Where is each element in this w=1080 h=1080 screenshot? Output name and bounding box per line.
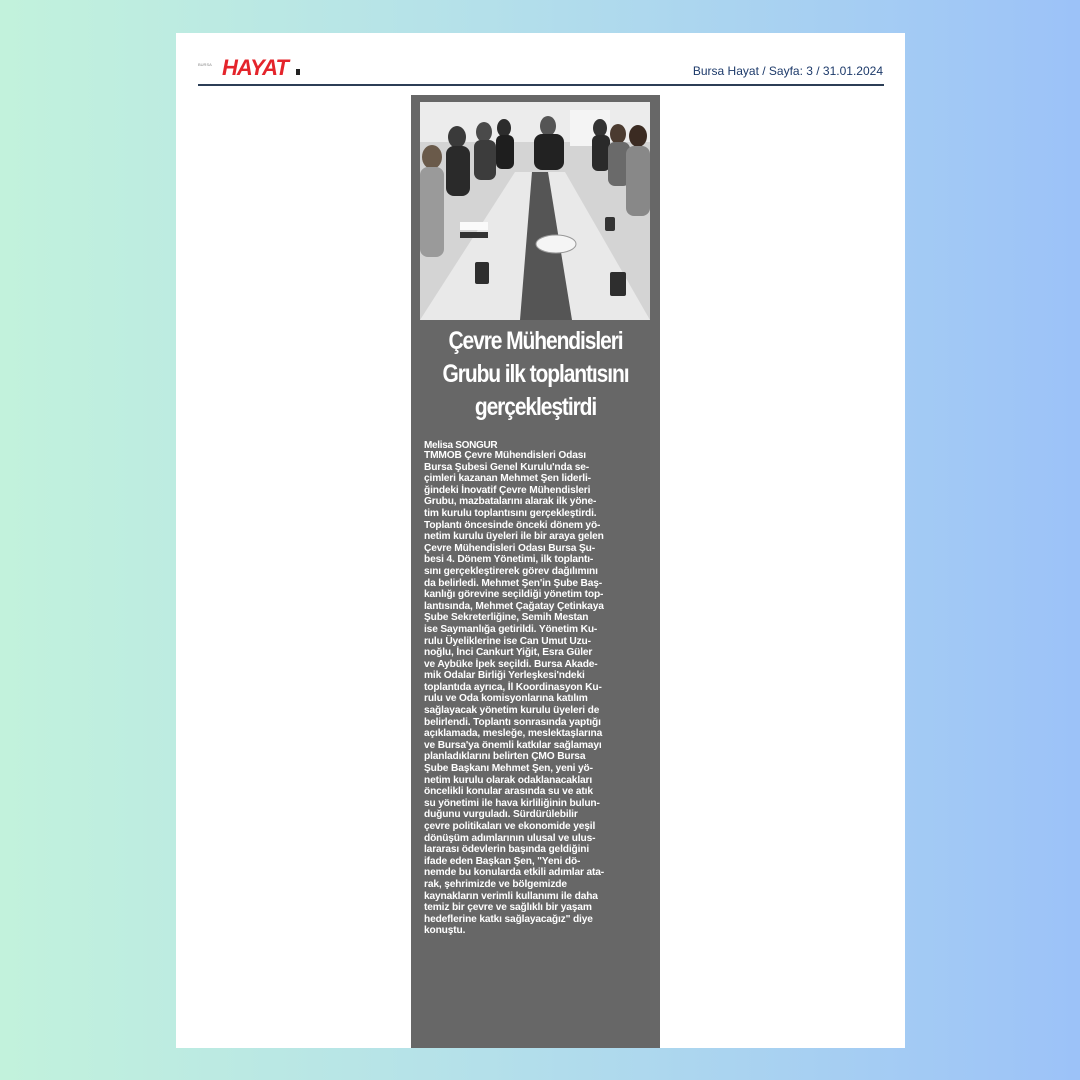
article-body-line: rulu Üyeliklerine ise Can Umut Uzu- xyxy=(424,635,591,647)
article-body-line: Şube Sekreterliğine, Semih Mestan xyxy=(424,612,589,624)
article-body-line: rulu ve Oda komisyonlarına katılım xyxy=(424,693,588,705)
article-body-line: kanlığı görevine seçildiği yönetim top- xyxy=(424,589,604,601)
article-body-line: açıklamada, mesleğe, meslektaşlarına xyxy=(424,728,603,740)
article-body-line: hedeflerine katkı sağlayacağız" diye xyxy=(424,913,593,925)
logo-small-text: BURSA xyxy=(198,62,212,67)
article-body-line: TMMOB Çevre Mühendisleri Odası xyxy=(424,450,586,461)
article-body-line: toplantıda ayrıca, İl Koordinasyon Ku- xyxy=(424,681,602,693)
article-headline xyxy=(431,325,640,424)
article-body-line: lantısında, Mehmet Çağatay Çetinkaya xyxy=(424,600,604,612)
article-body-line: öncelikli konular arasında su ve atık xyxy=(424,786,593,798)
article-body-line: ise Saymanlığa getirildi. Yönetim Ku- xyxy=(424,623,598,635)
article-body-line: ve Aybüke İpek seçildi. Bursa Akade- xyxy=(424,658,598,670)
article-column xyxy=(411,95,660,1048)
article-body-line: rak, şehrimizde ve bölgemizde xyxy=(424,878,567,890)
article-body-line: netim kurulu üyeleri ile bir araya gelen xyxy=(424,531,604,543)
article-body-line: mik Odalar Birliği Yerleşkesi'ndeki xyxy=(424,670,585,682)
article-body-line: Çevre Mühendisleri Odası Bursa Şu- xyxy=(424,542,595,554)
newspaper-page xyxy=(176,33,905,1048)
article-body-line: ve Bursa'ya önemli katkılar sağlamayı xyxy=(424,739,602,751)
article-body-line: konuştu. xyxy=(424,925,466,937)
article-body-line: temiz bir çevre ve sağlıklı bir yaşam xyxy=(424,902,592,914)
article-body-line: Toplantı öncesinde önceki dönem yö- xyxy=(424,519,601,531)
article-body-line: lararası ödevlerin başında geldiğini xyxy=(424,844,590,856)
logo-mark xyxy=(296,69,300,75)
article-body-line: belirlendi. Toplantı sonrasında yaptığı xyxy=(424,716,601,728)
headline-line: gerçekleştirdi xyxy=(474,393,597,421)
headline-line: Çevre Mühendisleri xyxy=(448,327,623,355)
article-body-line: su yönetimi ile hava kirliliğinin bulun- xyxy=(424,797,600,809)
article-body-line: besi 4. Dönem Yönetimi, ilk toplantı- xyxy=(424,554,594,566)
article-body-line: çevre politikaları ve ekonomide yeşil xyxy=(424,821,596,832)
article-body-line: planladıklarını belirten ÇMO Bursa xyxy=(424,751,586,763)
logo-text: HAYAT xyxy=(222,55,288,80)
article-body-line: Şube Başkanı Mehmet Şen, yeni yö- xyxy=(424,763,593,775)
newspaper-logo xyxy=(198,55,303,81)
article-body-line: netim kurulu olarak odaklanacakları xyxy=(424,774,593,786)
article-body-line: da belirledi. Mehmet Şen'in Şube Baş- xyxy=(424,577,603,589)
article-body-line: dönüşüm adımlarının ulusal ve ulus- xyxy=(424,832,596,844)
article-body-line: tim kurulu toplantısını gerçekleştirdi. xyxy=(424,507,597,519)
article-body-line: ifade eden Başkan Şen, "Yeni dö- xyxy=(424,855,581,867)
article-author: Melisa SONGUR xyxy=(424,440,498,451)
article-body-line: sağlayacak yönetim kurulu üyeleri de xyxy=(424,705,600,717)
article-body-line: ğindeki İnovatif Çevre Mühendisleri xyxy=(424,484,591,496)
article-body-line: sını gerçekleştirerek görev dağılımını xyxy=(424,565,598,577)
article-body-line: noğlu, İnci Cankurt Yiğit, Esra Güler xyxy=(424,647,593,659)
article-body-line: çimleri kazanan Mehmet Şen liderli- xyxy=(424,473,591,485)
article-body xyxy=(424,450,648,937)
article-body-line: kaynakların verimli kullanımı ile daha xyxy=(424,890,598,902)
meeting-photo xyxy=(420,102,650,320)
headline-line: Grubu ilk toplantısını xyxy=(442,360,629,388)
article-body-line: duğunu vurguladı. Sürdürülebilir xyxy=(424,809,578,821)
header-rule xyxy=(198,84,884,86)
article-body-line: Bursa Şubesi Genel Kurulu'nda se- xyxy=(424,461,590,473)
article-body-line: Grubu, mazbatalarını alarak ilk yöne- xyxy=(424,496,597,508)
article-body-line: nemde bu konularda etkili adımlar ata- xyxy=(424,867,604,879)
page-info: Bursa Hayat / Sayfa: 3 / 31.01.2024 xyxy=(692,64,883,78)
meeting-photo-icon xyxy=(420,102,650,320)
